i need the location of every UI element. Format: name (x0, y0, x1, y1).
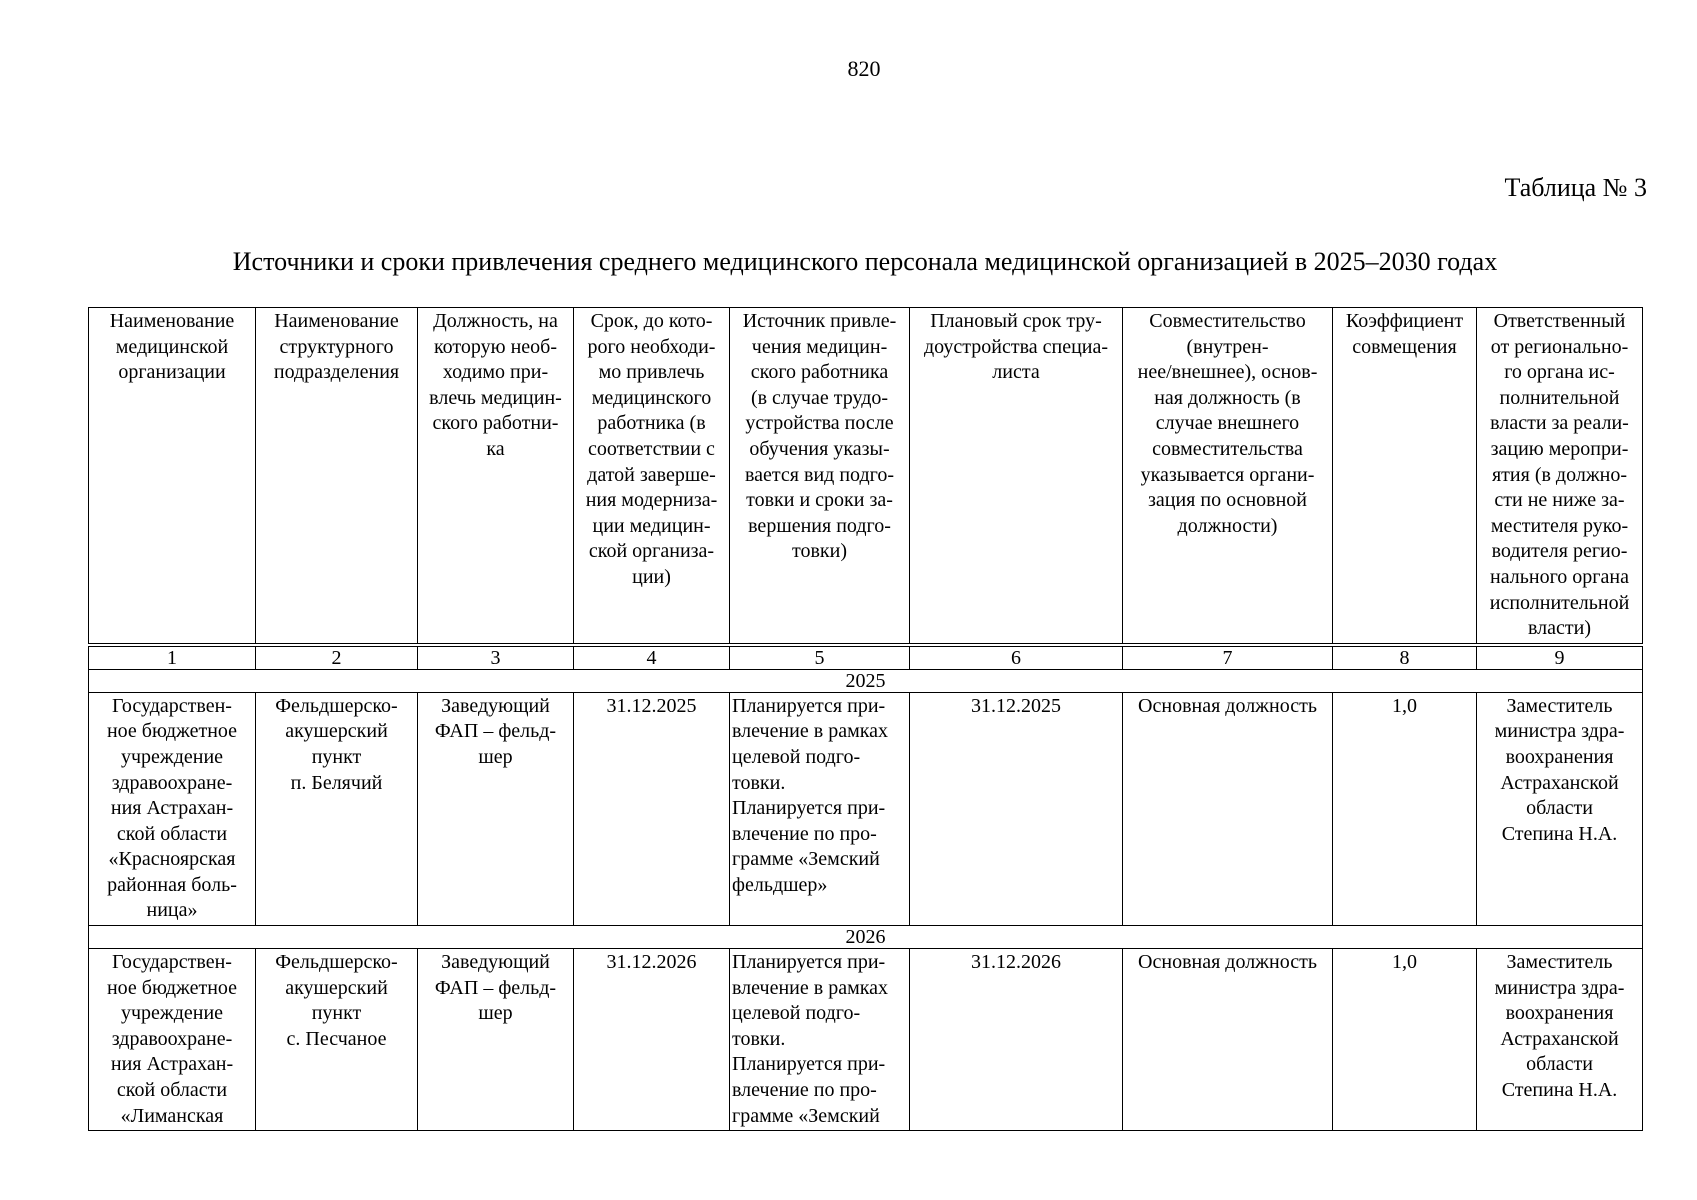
source-cell: Планируется при- влечение в рамках целевой подго- товки. Планируется при- влечение по про- грамме «Земский (730, 949, 910, 1131)
page-number: 820 (847, 56, 881, 81)
unit-cell: Фельдшерско- акушерский пункт с. Песчаное (256, 949, 418, 1131)
column-number: 3 (418, 645, 574, 670)
header-cell: Совместительство (внутрен- нее/внешнее), основ- ная должность (в случае внешнего совместительства указывается органи- зация по основной должности) (1123, 308, 1333, 645)
organization-cell: Государствен- ное бюджетное учреждение здравоохране- ния Астрахан- ской области «Красноярская районная боль- ница» (89, 692, 256, 925)
deadline-cell: 31.12.2026 (574, 949, 730, 1131)
unit-cell: Фельдшерско- акушерский пункт п. Белячий (256, 692, 418, 925)
responsible-cell: Заместитель министра здра- воохранения Астраханской области Степина Н.А. (1477, 692, 1643, 925)
combination-cell: Основная должность (1123, 949, 1333, 1131)
coefficient-cell: 1,0 (1333, 692, 1477, 925)
responsible-cell: Заместитель министра здра- воохранения Астраханской области Степина Н.А. (1477, 949, 1643, 1131)
combination-cell: Основная должность (1123, 692, 1333, 925)
column-number: 6 (910, 645, 1123, 670)
column-number: 4 (574, 645, 730, 670)
column-number: 1 (89, 645, 256, 670)
table-row (89, 692, 1643, 925)
table-label: Таблица № 3 (1504, 173, 1647, 202)
column-number: 2 (256, 645, 418, 670)
organization-cell: Государствен- ное бюджетное учреждение здравоохране- ния Астрахан- ской области «Лиманская (89, 949, 256, 1131)
document-title: Источники и сроки привлечения среднего медицинского персонала медицинской организацией в 2025–2030 годах (232, 247, 1498, 276)
header-cell: Наименование структурного подразделения (256, 308, 418, 645)
source-cell: Планируется при- влечение в рамках целевой подго- товки. Планируется при- влечение по про- грамме «Земский фельдшер» (730, 692, 910, 925)
header-row (89, 308, 1643, 645)
header-cell: Ответственный от регионально- го органа ис- полнительной власти за реали- зацию меропри- ятия (в должно- сти не ниже за- местителя руко- водителя регио- нального органа исполнительной власти) (1477, 308, 1643, 645)
year-row (89, 669, 1643, 692)
header-cell: Наименование медицинской организации (89, 308, 256, 645)
header-cell: Источник привле- чения медицин- ского работника (в случае трудо- устройства после обучения указы- вается вид подго- товки и сроки за- вершения подго- товки) (730, 308, 910, 645)
header-cell: Срок, до кото- рого необходи- мо привлечь медицинского работника (в соответствии с датой заверше- ния модерниза- ции медицин- ской организа- ции) (574, 308, 730, 645)
column-number: 8 (1333, 645, 1477, 670)
coefficient-cell: 1,0 (1333, 949, 1477, 1131)
year-row (89, 926, 1643, 949)
table-row (89, 949, 1643, 1131)
planned-date-cell: 31.12.2025 (910, 692, 1123, 925)
year-label: 2025 (89, 669, 1643, 692)
position-cell: Заведующий ФАП – фельд- шер (418, 692, 574, 925)
column-number: 9 (1477, 645, 1643, 670)
header-cell: Коэффициент совмещения (1333, 308, 1477, 645)
year-label: 2026 (89, 926, 1643, 949)
deadline-cell: 31.12.2025 (574, 692, 730, 925)
planned-date-cell: 31.12.2026 (910, 949, 1123, 1131)
staffing-table (88, 307, 1643, 1131)
header-cell: Плановый срок тру- доустройства специа- листа (910, 308, 1123, 645)
column-number: 7 (1123, 645, 1333, 670)
header-cell: Должность, на которую необ- ходимо при- влечь медицин- ского работни- ка (418, 308, 574, 645)
column-number-row (89, 645, 1643, 670)
position-cell: Заведующий ФАП – фельд- шер (418, 949, 574, 1131)
column-number: 5 (730, 645, 910, 670)
